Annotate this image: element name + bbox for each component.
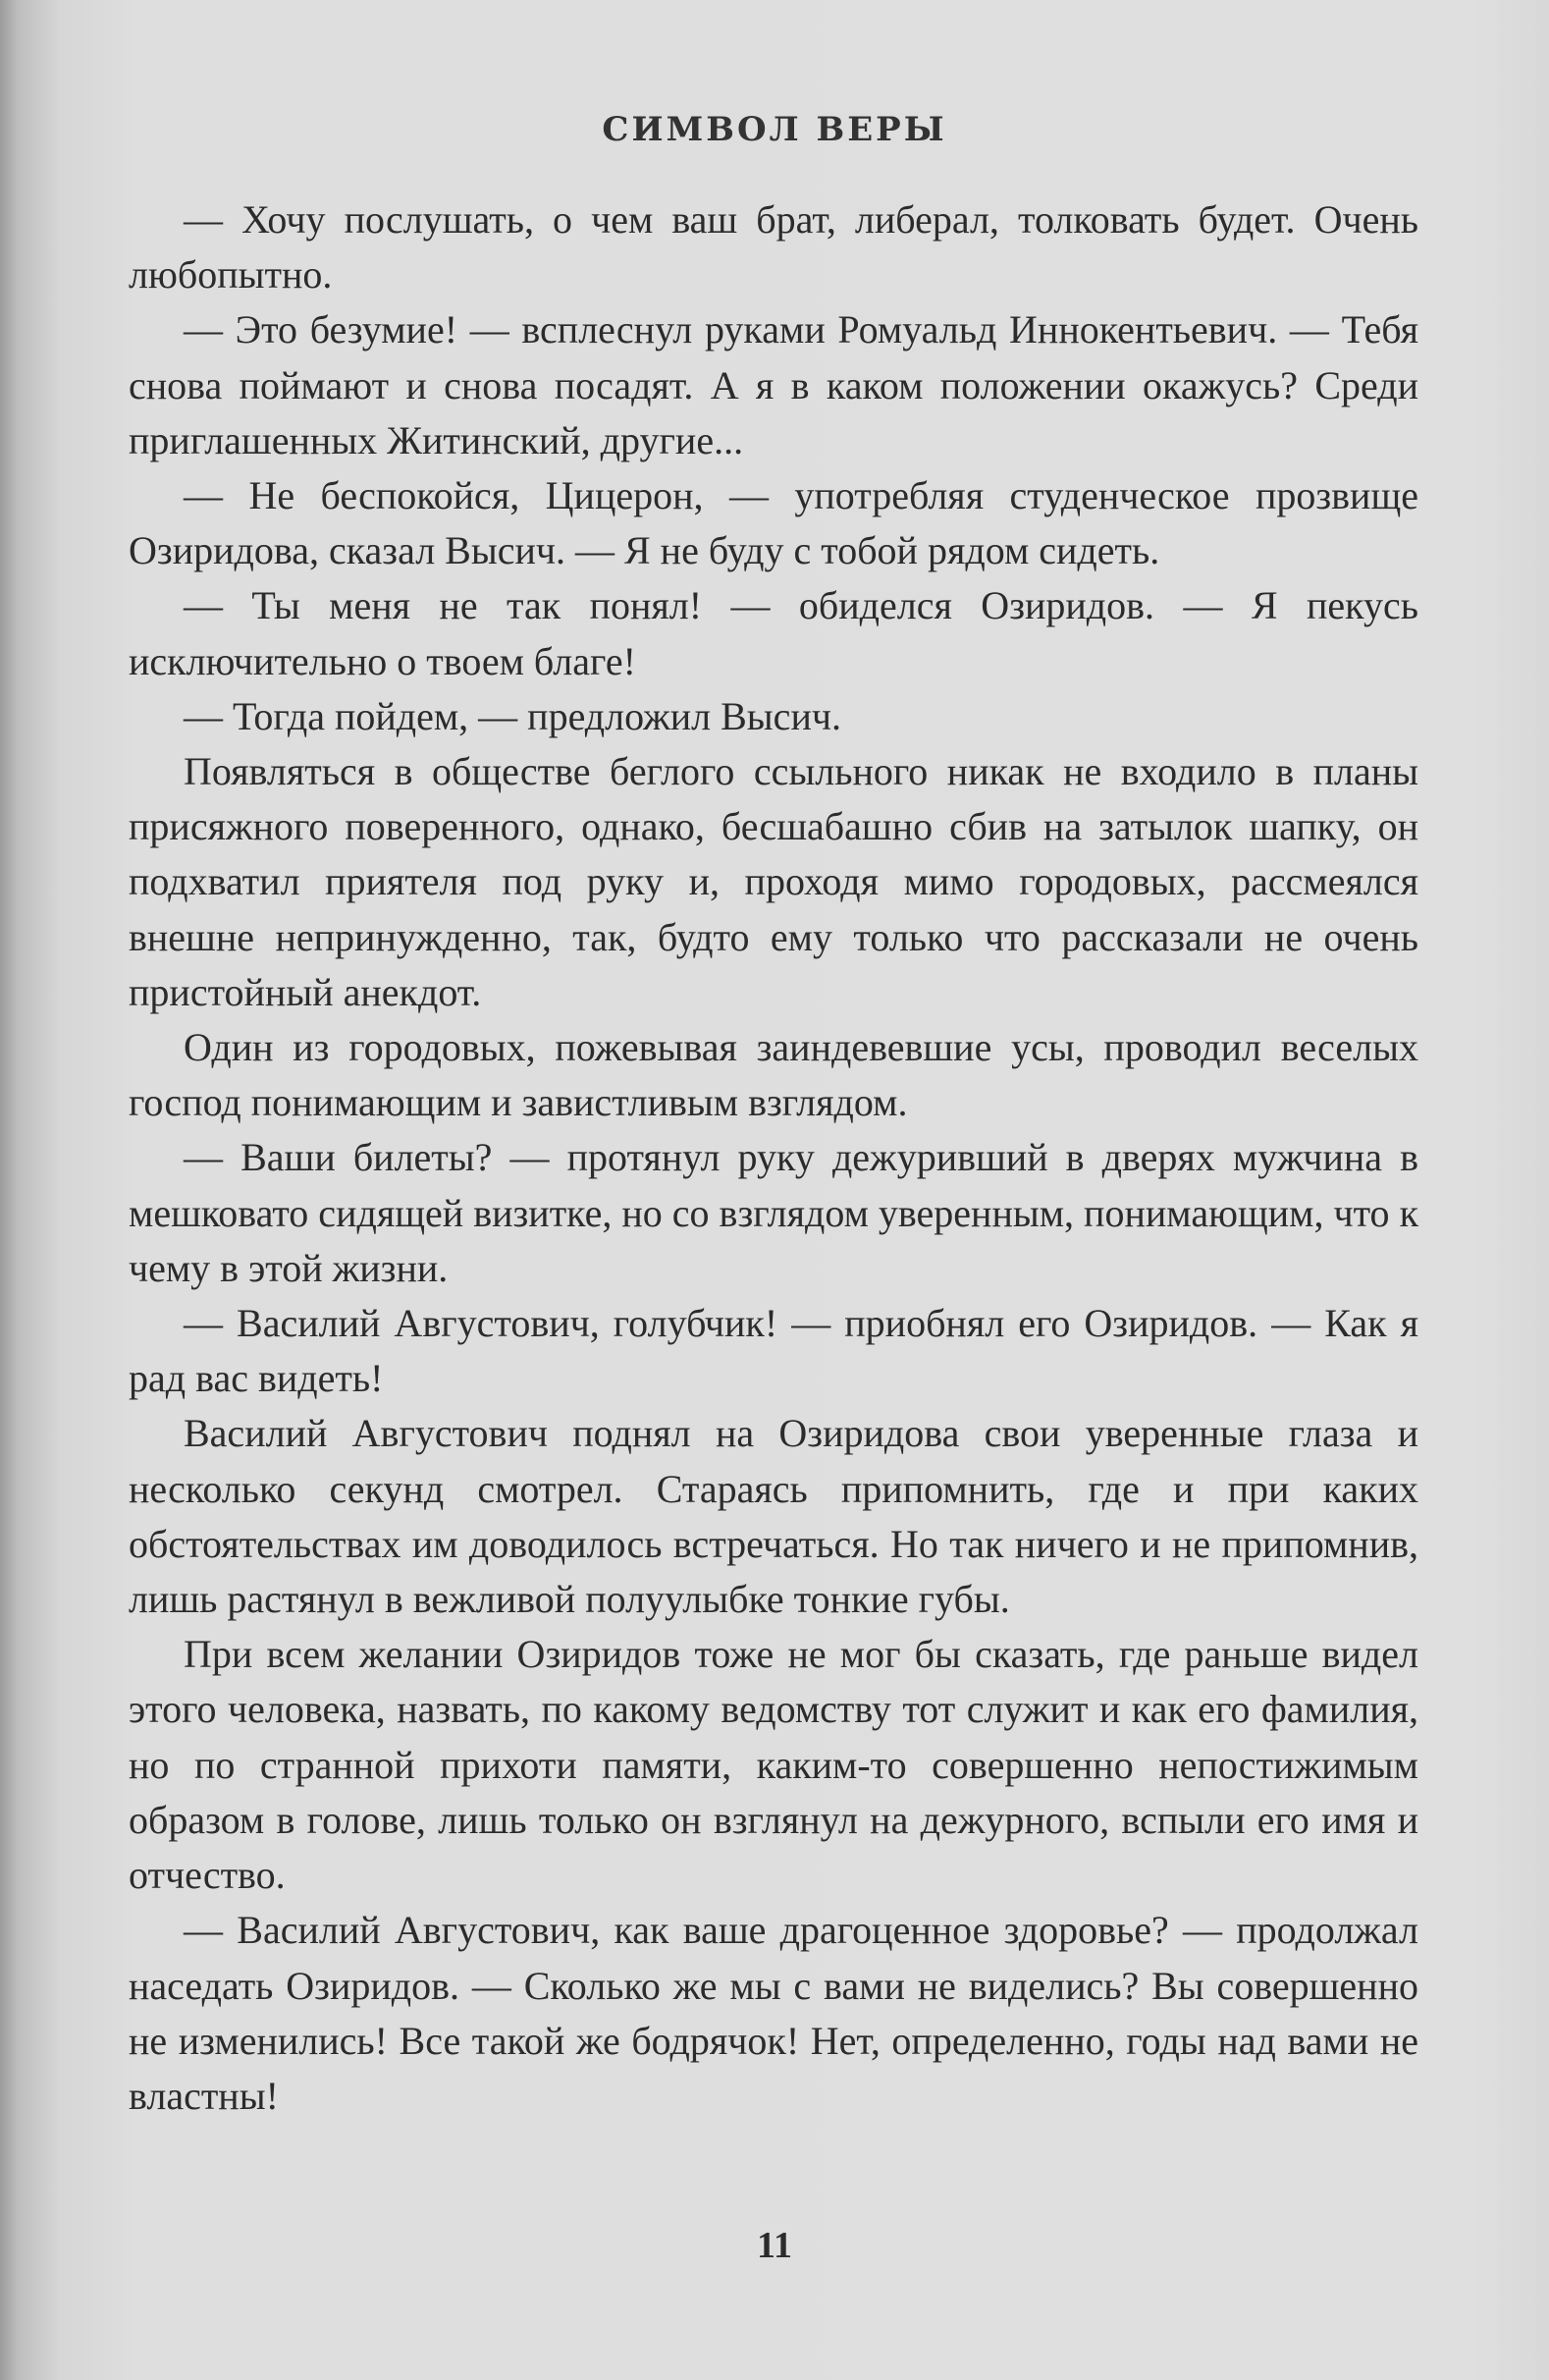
page-number: 11 [757, 2225, 792, 2266]
paragraph: — Ты меня не так понял! — обиделся Озиридов. — Я пекусь исключительно о твоем благе! [129, 583, 1418, 683]
paragraph: — Василий Августович, как ваше драгоценное здоровье? — продолжал наседать Озиридов. — Сколько же мы с вами не виделись? Вы совершенно не изменились! Все такой же бодрячок! Нет, определенно, годы над вами не властны! [129, 1908, 1418, 2118]
paragraph: — Тогда пойдем, — предложил Высич. [184, 693, 841, 738]
running-head: СИМВОЛ ВЕРЫ [602, 110, 947, 149]
paragraph: — Василий Августович, голубчик! — приобнял его Озиридов. — Как я рад вас видеть! [129, 1301, 1418, 1401]
paragraph: — Это безумие! — всплеснул руками Ромуальд Иннокентьевич. — Тебя снова поймают и снова посадят. А я в каком положении окажусь? Среди приглашенных Житинский, другие... [129, 307, 1418, 462]
paragraph: — Ваши билеты? — протянул руку дежуривший в дверях мужчина в мешковато сидящей визитке, но со взглядом уверенным, понимающим, что к чему в этой жизни. [129, 1135, 1418, 1290]
paragraph: — Не беспокойся, Цицерон, — употребляя студенческое прозвище Озиридова, сказал Высич. — Я не буду с тобой рядом сидеть. [129, 473, 1418, 573]
paragraph: Василий Августович поднял на Озиридова свои уверенные глаза и несколько секунд смотрел. Стараясь припомнить, где и при каких обстоятельствах им доводилось встречаться. Но так ничего и не припомнив, лишь растянул в вежливой полуулыбке тонкие губы. [129, 1411, 1418, 1622]
body-text [129, 192, 1418, 2124]
paragraph: Один из городовых, пожевывая заиндевевшие усы, проводил веселых господ понимающим и завистливым взглядом. [129, 1025, 1418, 1125]
paragraph: Появляться в обществе беглого ссыльного никак не входило в планы присяжного поверенного, однако, бесшабашно сбив на затылок шапку, он подхватил приятеля под руку и, проходя мимо городовых, рассмеялся внешне непринужденно, так, будто ему только что рассказали не очень пристойный анекдот. [129, 749, 1418, 1014]
paragraph: — Хочу послушать, о чем ваш брат, либерал, толковать будет. Очень любопытно. [129, 197, 1418, 298]
paragraph: При всем желании Озиридов тоже не мог бы сказать, где раньше видел этого человека, назвать, по какому ведомству тот служит и как его фамилия, но по странной прихоти памяти, каким-то совершенно непостижимым образом в голове, лишь только он взглянул на дежурного, вспыли его имя и отчество. [129, 1632, 1418, 1898]
